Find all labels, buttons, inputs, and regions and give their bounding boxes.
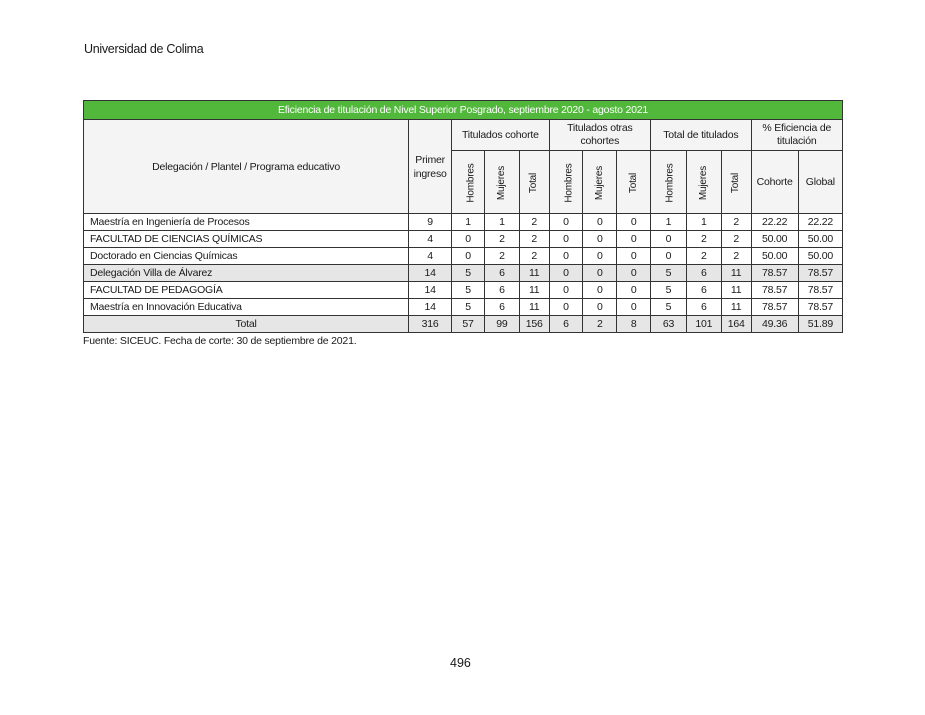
cohort-total-cell: 11: [519, 265, 549, 282]
table-row: [84, 214, 843, 231]
total-men-cell: 0: [651, 248, 687, 265]
total-total-cell: 2: [721, 231, 751, 248]
cohort-total-cell: 2: [519, 231, 549, 248]
other-total-cell: 0: [617, 265, 651, 282]
program-name: FACULTAD DE CIENCIAS QUÍMICAS: [84, 231, 409, 248]
efficiency-global-cell: 78.57: [798, 282, 842, 299]
header-group-other: Titulados otras cohortes: [549, 120, 650, 151]
other-total-cell: 0: [617, 231, 651, 248]
other-men-cell: 0: [549, 299, 583, 316]
table-container: [83, 100, 843, 347]
total-label: Total: [84, 316, 409, 333]
efficiency-global-cell: 50.00: [798, 248, 842, 265]
efficiency-global-cell: 78.57: [798, 265, 842, 282]
header-women: Mujeres: [686, 151, 721, 214]
cohort-men-cell: 1: [452, 214, 485, 231]
other-men-cell: 0: [549, 248, 583, 265]
total-row: [84, 316, 843, 333]
efficiency-table: [83, 100, 843, 333]
cohort-total-cell: 2: [519, 248, 549, 265]
first-entry-cell: 14: [409, 282, 452, 299]
table-row: [84, 231, 843, 248]
total-total-cell: 164: [721, 316, 751, 333]
header-total: Total: [721, 151, 751, 214]
cohort-women-cell: 6: [484, 282, 519, 299]
cohort-women-cell: 6: [484, 265, 519, 282]
cohort-women-cell: 1: [484, 214, 519, 231]
cohort-total-cell: 11: [519, 299, 549, 316]
total-men-cell: 5: [651, 299, 687, 316]
cohort-men-cell: 0: [452, 248, 485, 265]
page-header: Universidad de Colima: [84, 42, 204, 56]
header-women: Mujeres: [583, 151, 617, 214]
total-men-cell: 5: [651, 282, 687, 299]
header-women: Mujeres: [484, 151, 519, 214]
header-total: Total: [519, 151, 549, 214]
header-group-efficiency: % Eficiencia de titulación: [751, 120, 842, 151]
first-entry-cell: 14: [409, 265, 452, 282]
other-men-cell: 0: [549, 282, 583, 299]
efficiency-cohort-cell: 78.57: [751, 265, 798, 282]
page-number: 496: [450, 656, 471, 670]
total-total-cell: 2: [721, 248, 751, 265]
first-entry-cell: 14: [409, 299, 452, 316]
program-name: Maestría en Ingeniería de Procesos: [84, 214, 409, 231]
program-name: Delegación Villa de Álvarez: [84, 265, 409, 282]
source-note: Fuente: SICEUC. Fecha de corte: 30 de septiembre de 2021.: [83, 335, 357, 347]
first-entry-cell: 316: [409, 316, 452, 333]
header-men: Hombres: [452, 151, 485, 214]
program-name: Maestría en Innovación Educativa: [84, 299, 409, 316]
first-entry-cell: 9: [409, 214, 452, 231]
other-total-cell: 0: [617, 299, 651, 316]
total-women-cell: 2: [686, 248, 721, 265]
cohort-total-cell: 2: [519, 214, 549, 231]
other-women-cell: 0: [583, 214, 617, 231]
other-total-cell: 0: [617, 214, 651, 231]
first-entry-cell: 4: [409, 248, 452, 265]
header-cohort: Cohorte: [751, 151, 798, 214]
cohort-women-cell: 99: [484, 316, 519, 333]
other-women-cell: 2: [583, 316, 617, 333]
total-men-cell: 0: [651, 231, 687, 248]
total-women-cell: 2: [686, 231, 721, 248]
cohort-women-cell: 2: [484, 231, 519, 248]
cohort-men-cell: 5: [452, 265, 485, 282]
header-men: Hombres: [549, 151, 583, 214]
other-total-cell: 8: [617, 316, 651, 333]
table-row: [84, 299, 843, 316]
efficiency-global-cell: 50.00: [798, 231, 842, 248]
total-women-cell: 1: [686, 214, 721, 231]
other-women-cell: 0: [583, 282, 617, 299]
other-men-cell: 6: [549, 316, 583, 333]
total-total-cell: 11: [721, 282, 751, 299]
total-total-cell: 2: [721, 214, 751, 231]
cohort-women-cell: 2: [484, 248, 519, 265]
other-men-cell: 0: [549, 214, 583, 231]
cohort-men-cell: 0: [452, 231, 485, 248]
total-men-cell: 63: [651, 316, 687, 333]
other-women-cell: 0: [583, 231, 617, 248]
efficiency-global-cell: 51.89: [798, 316, 842, 333]
header-group-cohort: Titulados cohorte: [452, 120, 549, 151]
other-women-cell: 0: [583, 299, 617, 316]
table-row: [84, 282, 843, 299]
header-global: Global: [798, 151, 842, 214]
table-title: Eficiencia de titulación de Nivel Superior Posgrado, septiembre 2020 - agosto 2021: [84, 101, 843, 120]
cohort-men-cell: 5: [452, 299, 485, 316]
total-men-cell: 5: [651, 265, 687, 282]
header-men: Hombres: [651, 151, 687, 214]
header-first-entry: Primer ingreso: [409, 120, 452, 214]
header-total: Total: [617, 151, 651, 214]
other-total-cell: 0: [617, 282, 651, 299]
total-total-cell: 11: [721, 299, 751, 316]
other-total-cell: 0: [617, 248, 651, 265]
efficiency-cohort-cell: 78.57: [751, 282, 798, 299]
header-program: Delegación / Plantel / Programa educativo: [84, 120, 409, 214]
other-women-cell: 0: [583, 248, 617, 265]
other-men-cell: 0: [549, 231, 583, 248]
total-women-cell: 6: [686, 265, 721, 282]
first-entry-cell: 4: [409, 231, 452, 248]
other-women-cell: 0: [583, 265, 617, 282]
total-women-cell: 6: [686, 299, 721, 316]
cohort-men-cell: 5: [452, 282, 485, 299]
efficiency-cohort-cell: 78.57: [751, 299, 798, 316]
total-men-cell: 1: [651, 214, 687, 231]
efficiency-cohort-cell: 50.00: [751, 231, 798, 248]
table-row: [84, 248, 843, 265]
program-name: Doctorado en Ciencias Químicas: [84, 248, 409, 265]
total-women-cell: 101: [686, 316, 721, 333]
other-men-cell: 0: [549, 265, 583, 282]
cohort-men-cell: 57: [452, 316, 485, 333]
efficiency-cohort-cell: 50.00: [751, 248, 798, 265]
total-total-cell: 11: [721, 265, 751, 282]
efficiency-cohort-cell: 22.22: [751, 214, 798, 231]
total-women-cell: 6: [686, 282, 721, 299]
efficiency-global-cell: 22.22: [798, 214, 842, 231]
cohort-total-cell: 11: [519, 282, 549, 299]
efficiency-global-cell: 78.57: [798, 299, 842, 316]
efficiency-cohort-cell: 49.36: [751, 316, 798, 333]
cohort-total-cell: 156: [519, 316, 549, 333]
program-name: FACULTAD DE PEDAGOGÍA: [84, 282, 409, 299]
cohort-women-cell: 6: [484, 299, 519, 316]
table-row: [84, 265, 843, 282]
header-group-total: Total de titulados: [651, 120, 751, 151]
